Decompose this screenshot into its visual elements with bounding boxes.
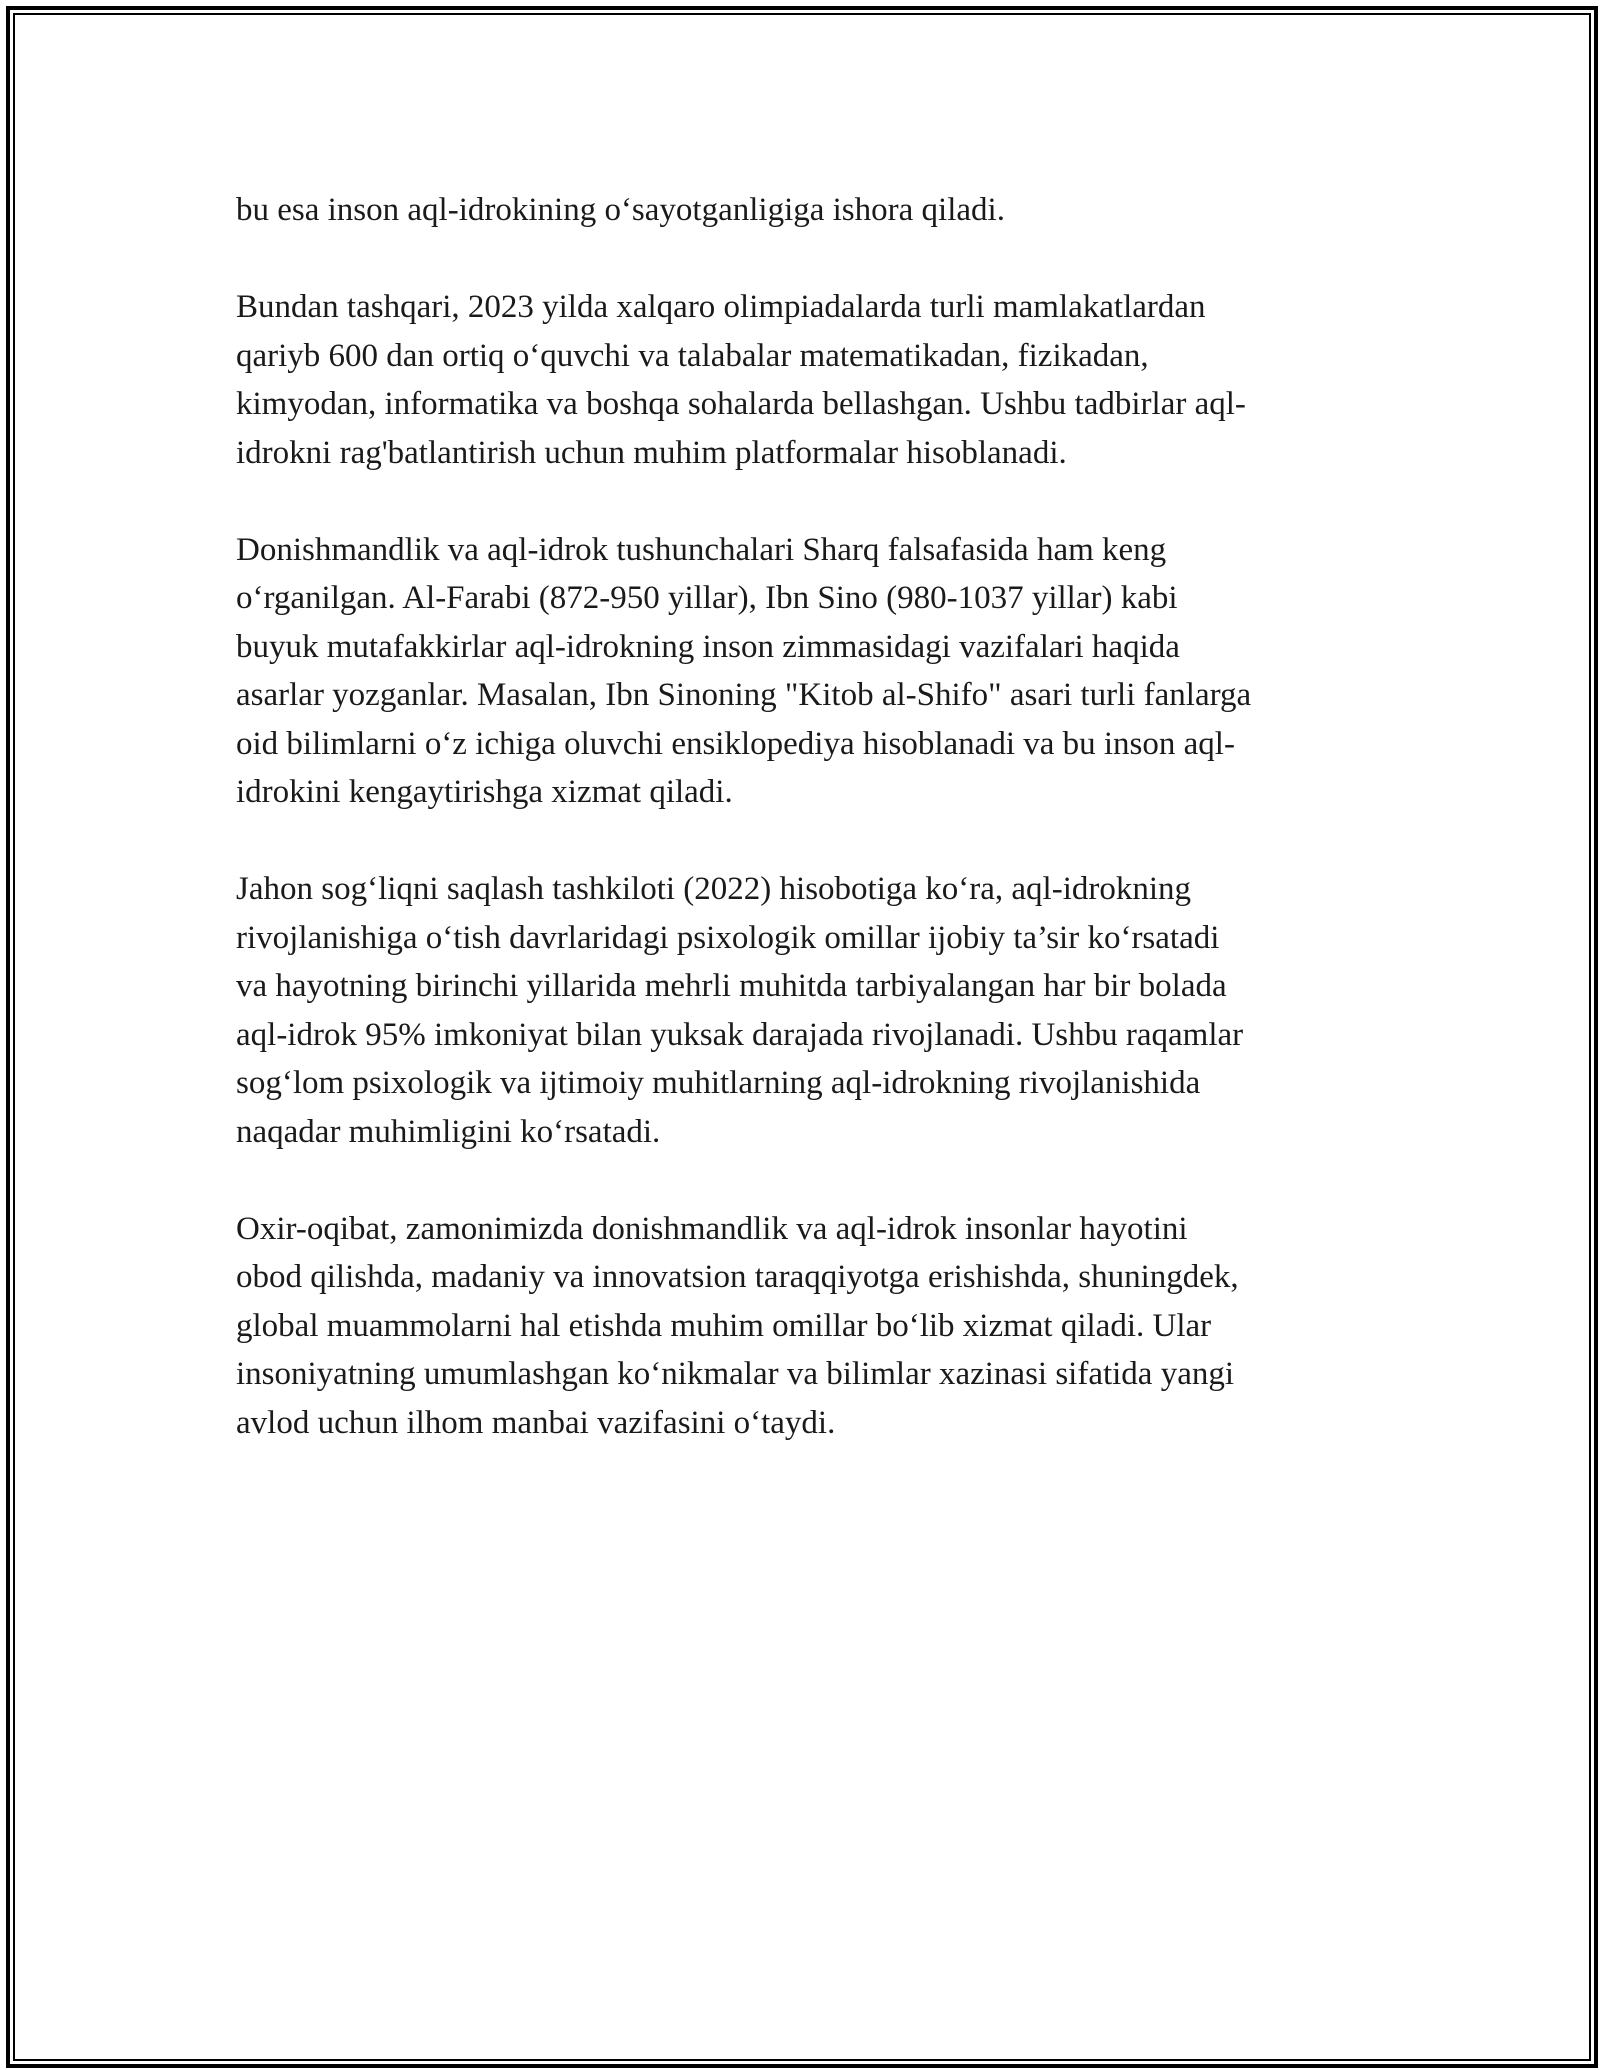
paragraph-conclusion: Oxir-oqibat, zamonimizda donishmandlik va aql-idrok insonlar hayotini obod qilishda, madaniy va innovatsion taraqqiyotga erishishda, shuningdek, global muammolarni hal etishda muhim omillar bo‘lib xizmat qiladi. Ular insoniyatning umumlashgan ko‘nikmalar va bilimlar xazinasi sifatida yangi avlod uchun ilhom manbai vazifasini o‘taydi. [236, 1210, 1239, 1441]
document-body [236, 186, 1376, 1496]
paragraph-olympiads: Bundan tashqari, 2023 yilda xalqaro olimpiadalarda turli mamlakatlardan qariyb 600 dan ortiq o‘quvchi va talabalar matematikadan, fizikadan, kimyodan, informatika va boshqa sohalarda bellashgan. Ushbu tadbirlar aql- idrokni rag'batlantirish uchun muhim platformalar hisoblanadi. [236, 289, 1246, 471]
paragraph-eastern-philosophy: Donishmandlik va aql-idrok tushunchalari Sharq falsafasida ham keng o‘rganilgan. Al-Farabi (872-950 yillar), Ibn Sino (980-1037 yillar) kabi buyuk mutafakkirlar aql-idrokning inson zimmasidagi vazifalari haqida asarlar yozganlar. Masalan, Ibn Sinoning "Kitob al-Shifo" asari turli fanlarga oid bilimlarni o‘z ichiga oluvchi ensiklopediya hisoblanadi va bu inson aql- idrokini kengaytirishga xizmat qiladi. [236, 531, 1252, 810]
paragraph-who-report: Jahon sog‘liqni saqlash tashkiloti (2022) hisobotiga ko‘ra, aql-idrokning rivojlanishiga o‘tish davrlaridagi psixologik omillar ijobiy ta’sir ko‘rsatadi va hayotning birinchi yillarida mehrli muhitda tarbiyalangan har bir bolada aql-idrok 95% imkoniyat bilan yuksak darajada rivojlanadi. Ushbu raqamlar sog‘lom psixologik va ijtimoiy muhitlarning aql-idrokning rivojlanishida naqadar muhimligini ko‘rsatadi. [236, 871, 1244, 1150]
paragraph-continuation: bu esa inson aql-idrokining o‘sayotganligiga ishora qiladi. [236, 192, 1005, 228]
